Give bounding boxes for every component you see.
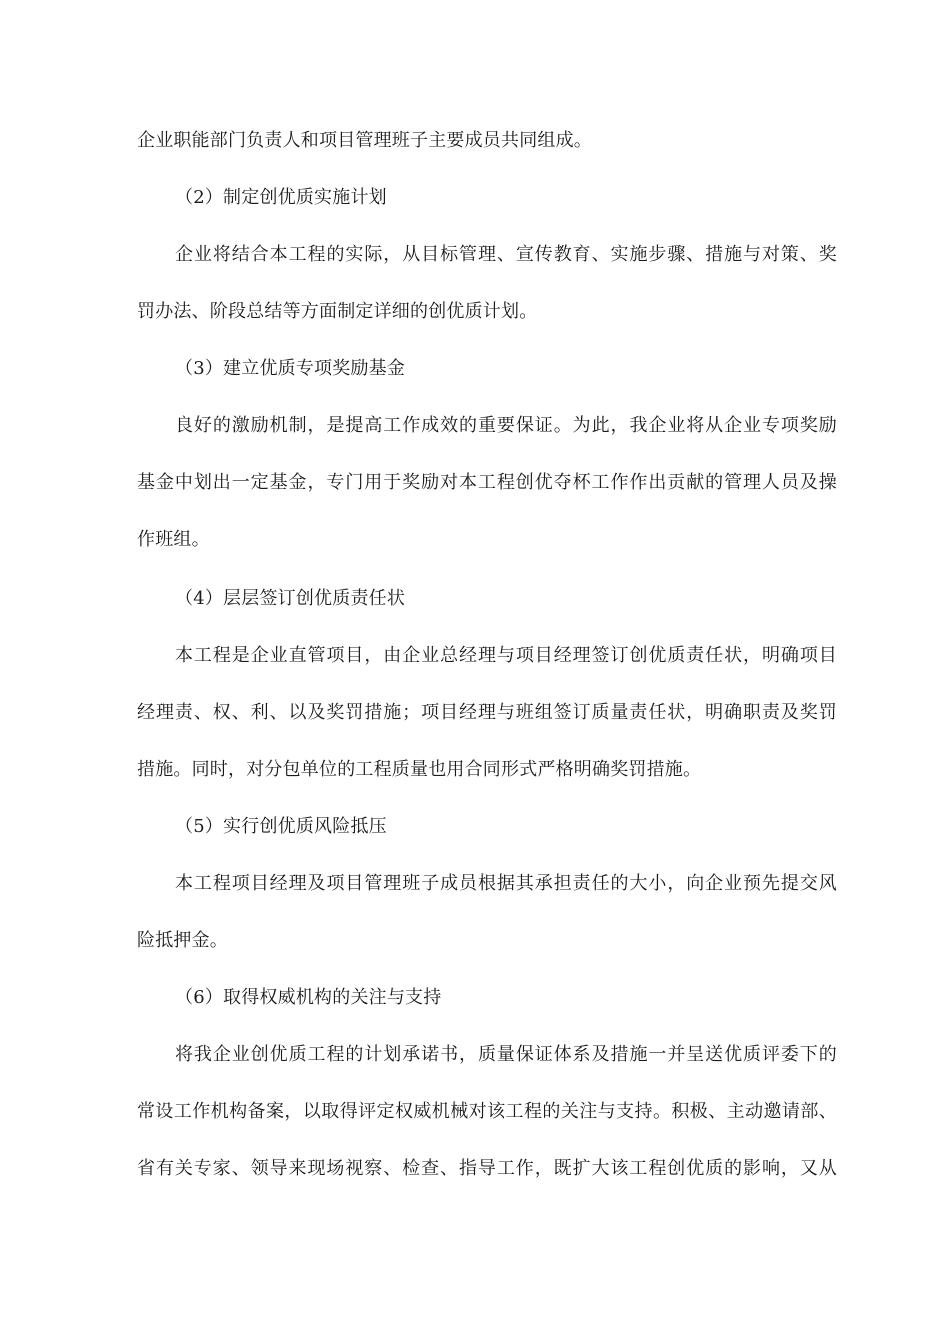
paragraph-line: 将我企业创优质工程的计划承诺书，质量保证体系及措施一并呈送优质评委下的 bbox=[175, 1044, 837, 1065]
paragraph-line: 经理责、权、利、以及奖罚措施；项目经理与班组签订质量责任状，明确职责及奖罚 bbox=[137, 702, 837, 723]
paragraph-line: 险抵押金。 bbox=[137, 930, 228, 951]
paragraph-line: 罚办法、阶段总结等方面制定详细的创优质计划。 bbox=[137, 301, 538, 322]
section-heading-2: （2）制定创优质实施计划 bbox=[175, 187, 387, 208]
paragraph-line: 常设工作机构备案，以取得评定权威机械对该工程的关注与支持。积极、主动邀请部、 bbox=[137, 1101, 837, 1122]
paragraph-line: 本工程项目经理及项目管理班子成员根据其承担责任的大小，向企业预先提交风 bbox=[175, 873, 837, 894]
paragraph-line: 本工程是企业直管项目，由企业总经理与项目经理签订创优质责任状，明确项目 bbox=[175, 645, 837, 666]
section-heading-5: （5）实行创优质风险抵压 bbox=[175, 816, 387, 837]
paragraph-line: 企业将结合本工程的实际，从目标管理、宣传教育、实施步骤、措施与对策、奖 bbox=[175, 244, 837, 265]
section-heading-4: （4）层层签订创优质责任状 bbox=[175, 588, 406, 609]
section-heading-6: （6）取得权威机构的关注与支持 bbox=[175, 987, 442, 1008]
paragraph-line: 措施。同时，对分包单位的工程质量也用合同形式严格明确奖罚措施。 bbox=[137, 759, 702, 780]
section-heading-3: （3）建立优质专项奖励基金 bbox=[175, 358, 406, 379]
paragraph-line: 作班组。 bbox=[137, 529, 210, 550]
paragraph-line: 基金中划出一定基金，专门用于奖励对本工程创优夺杯工作作出贡献的管理人员及操 bbox=[137, 472, 837, 493]
paragraph-line: 良好的激励机制，是提高工作成效的重要保证。为此，我企业将从企业专项奖励 bbox=[175, 415, 837, 436]
paragraph-line: 企业职能部门负责人和项目管理班子主要成员共同组成。 bbox=[137, 130, 592, 151]
paragraph-line: 省有关专家、领导来现场视察、检查、指导工作，既扩大该工程创优质的影响，又从 bbox=[137, 1158, 837, 1179]
